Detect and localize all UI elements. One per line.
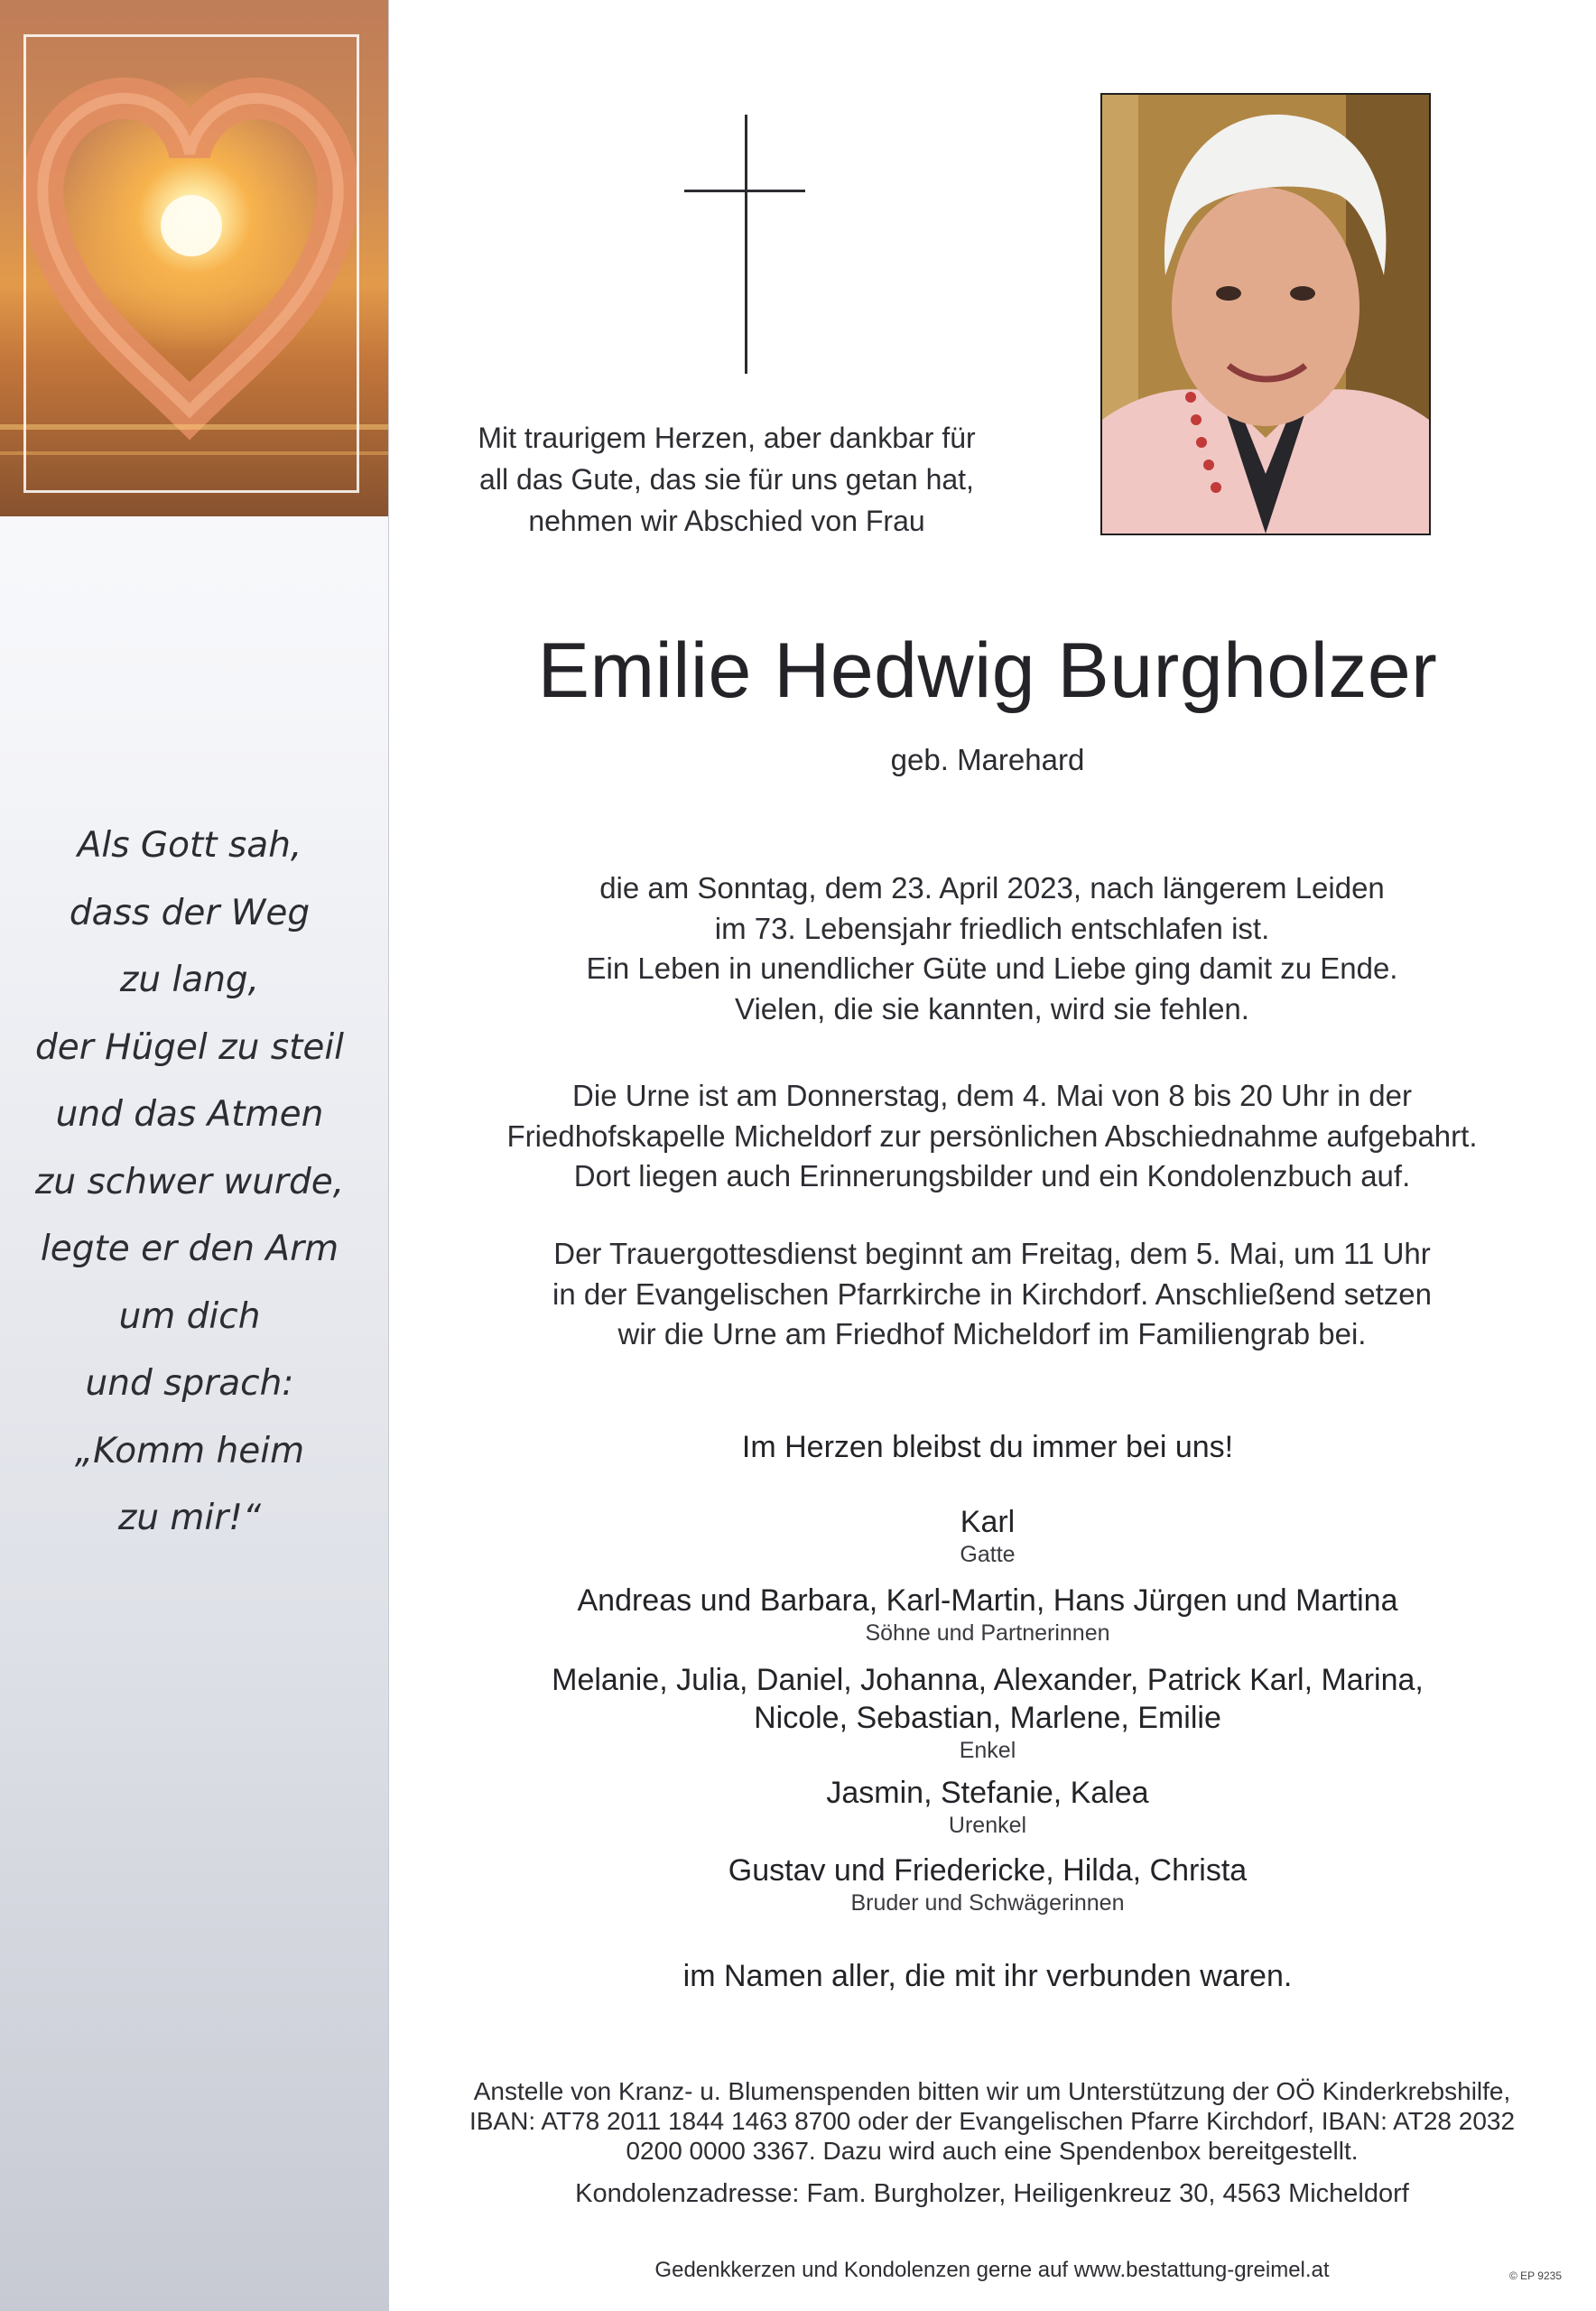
paragraph-line: Ein Leben in unendlicher Güte und Liebe ging damit zu Ende. (586, 951, 1398, 985)
family-role: Gatte (960, 1542, 1016, 1567)
paragraph-line: Die Urne ist am Donnerstag, dem 4. Mai von 8 bis 20 Uhr in der (572, 1079, 1412, 1112)
donation-line: IBAN: AT78 2011 1844 1463 8700 oder der Evangelischen Pfarre Kirchdorf, IBAN: AT28 2032 (469, 2107, 1516, 2135)
intro-line: Mit traurigem Herzen, aber dankbar für (478, 422, 976, 454)
deceased-name: Emilie Hedwig Burgholzer (537, 627, 1438, 714)
poem-line: zu lang, (119, 960, 260, 1000)
poem-line: um dich (118, 1295, 261, 1337)
poem-line: der Hügel zu steil (34, 1026, 345, 1068)
cross-icon (745, 115, 747, 374)
paragraph-line: wir die Urne am Friedhof Micheldorf im Familiengrab bei. (617, 1317, 1367, 1350)
poem-line: „Komm heim (74, 1430, 305, 1471)
family-role: Söhne und Partnerinnen (865, 1620, 1110, 1646)
poem-line: zu schwer wurde, (34, 1161, 345, 1202)
family-names: Andreas und Barbara, Karl-Martin, Hans Jürgen und Martina (577, 1583, 1398, 1618)
print-code: © EP 9235 (1509, 2269, 1562, 2282)
family-group-siblings (379, 1852, 1596, 1917)
donation-line: 0200 0000 3367. Dazu wird auch eine Spendenbox bereitgestellt. (626, 2137, 1359, 2165)
donation-notice (388, 2076, 1596, 2166)
intro-line: all das Gute, das sie für uns getan hat, (479, 463, 974, 496)
family-role: Urenkel (948, 1813, 1027, 1838)
heart-hands-sunset-image (0, 0, 388, 516)
poem-line: Als Gott sah, (77, 825, 302, 866)
image-frame (23, 34, 359, 493)
footer-website-note: Gedenkkerzen und Kondolenzen gerne auf www.bestattung-greimel.at (654, 2258, 1330, 2282)
poem-line: und das Atmen (55, 1094, 324, 1135)
family-group-great-grandchildren (379, 1774, 1596, 1839)
poem (0, 812, 379, 1553)
closing-line: im Namen aller, die mit ihr verbunden waren. (682, 1959, 1293, 1993)
paragraph-line: Der Trauergottesdienst beginnt am Freitag, dem 5. Mai, um 11 Uhr (553, 1237, 1431, 1270)
paragraph-line: in der Evangelischen Pfarrkirche in Kirchdorf. Anschließend setzen (552, 1276, 1432, 1311)
donation-line: Anstelle von Kranz- u. Blumenspenden bitten wir um Unterstützung der OÖ Kinderkrebshilfe, (473, 2077, 1511, 2105)
paragraph-line: Dort liegen auch Erinnerungsbilder und ein Kondolenzbuch auf. (573, 1159, 1411, 1193)
family-role: Bruder und Schwägerinnen (850, 1890, 1125, 1916)
paragraph-line: Friedhofskapelle Micheldorf zur persönlichen Abschiednahme aufgebahrt. (506, 1118, 1478, 1153)
intro-text (433, 417, 1020, 542)
condolence-address: Kondolenzadresse: Fam. Burgholzer, Heiligenkreuz 30, 4563 Micheldorf (575, 2179, 1409, 2208)
family-group-sons (379, 1582, 1596, 1647)
portrait-illustration (1102, 95, 1429, 534)
poem-line: legte er den Arm (40, 1229, 339, 1269)
family-group-spouse (379, 1503, 1596, 1568)
family-names: Karl (960, 1505, 1016, 1539)
poem-line: und sprach: (85, 1363, 294, 1404)
family-names: Melanie, Julia, Daniel, Johanna, Alexander, Patrick Karl, Marina, (552, 1663, 1424, 1697)
family-names: Nicole, Sebastian, Marlene, Emilie (754, 1701, 1221, 1735)
cross-icon-bar (684, 190, 805, 192)
poem-line: zu mir!“ (117, 1498, 262, 1538)
motto: Im Herzen bleibst du immer bei uns! (741, 1430, 1234, 1464)
sidebar-panel (0, 0, 389, 2311)
service-paragraph (388, 1234, 1596, 1355)
paragraph-line: die am Sonntag, dem 23. April 2023, nach längerem Leiden (599, 871, 1385, 905)
paragraph-line: im 73. Lebensjahr friedlich entschlafen ist. (714, 911, 1270, 945)
family-role: Enkel (959, 1738, 1016, 1763)
death-announcement-paragraph (388, 868, 1596, 1029)
maiden-name: geb. Marehard (890, 743, 1085, 776)
poem-line: dass der Weg (69, 892, 311, 933)
intro-line: nehmen wir Abschied von Frau (528, 505, 925, 537)
family-names: Gustav und Friedericke, Hilda, Christa (728, 1853, 1248, 1888)
family-group-grandchildren (379, 1661, 1596, 1764)
family-names: Jasmin, Stefanie, Kalea (826, 1776, 1149, 1810)
portrait-photo (1100, 93, 1431, 535)
paragraph-line: Vielen, die sie kannten, wird sie fehlen. (735, 991, 1249, 1026)
viewing-paragraph (388, 1076, 1596, 1197)
